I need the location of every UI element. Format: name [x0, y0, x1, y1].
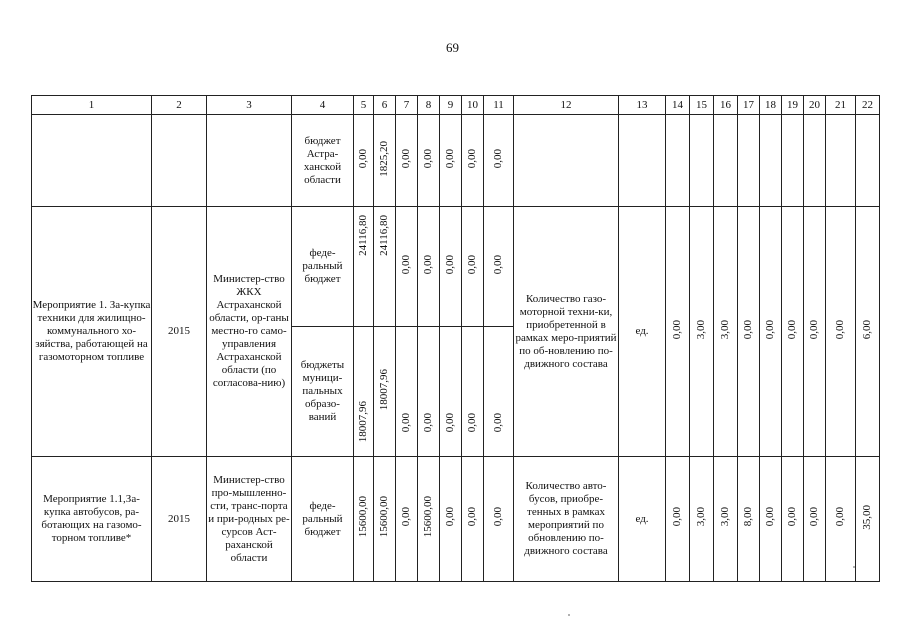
- value-cell: [418, 115, 440, 207]
- target-text: 0,00: [786, 319, 798, 340]
- value-text: 0,00: [492, 148, 504, 169]
- target-text: 0,00: [764, 319, 776, 340]
- col-header: 6: [374, 96, 396, 115]
- scan-speck: [853, 566, 855, 568]
- value-text: 1825,20: [378, 140, 390, 177]
- value-text: 0,00: [444, 412, 456, 432]
- col-header: 17: [738, 96, 760, 115]
- value-text: 0,00: [466, 507, 478, 527]
- col-header: 12: [514, 96, 619, 115]
- value-cell: [396, 457, 418, 582]
- value-text: 18007,96: [378, 368, 390, 411]
- value-text: 15600,00: [422, 496, 434, 538]
- col-header: 18: [760, 96, 782, 115]
- target-cell: [690, 457, 714, 582]
- value-text: 0,00: [444, 254, 456, 275]
- value-cell: [440, 207, 462, 327]
- target-text: 35,00: [861, 504, 873, 530]
- col-header: 7: [396, 96, 418, 115]
- value-text: 0,00: [400, 412, 412, 432]
- target-text: 0,00: [671, 507, 683, 527]
- target-cell: [804, 457, 826, 582]
- empty-cell: [826, 115, 856, 207]
- target-text: 0,00: [742, 319, 754, 340]
- value-cell: [484, 327, 514, 457]
- value-cell: [418, 457, 440, 582]
- col-header: 11: [484, 96, 514, 115]
- value-cell: [418, 327, 440, 457]
- target-cell: [690, 207, 714, 457]
- value-cell: [374, 207, 396, 327]
- header-row: [32, 96, 880, 115]
- value-cell: [418, 207, 440, 327]
- measure-name: Мероприятие 1. За-купка техники для жилищно-коммунального хо-зяйства, работающей на газомоторном топливе: [32, 207, 152, 457]
- target-text: 8,00: [742, 507, 754, 527]
- target-text: 0,00: [834, 319, 846, 340]
- funding-source: бюджеты муници-пальных образо-ваний: [292, 327, 354, 457]
- target-text: 0,00: [786, 507, 798, 527]
- value-text: 0,00: [400, 507, 412, 527]
- value-cell: [440, 327, 462, 457]
- empty-cell: [804, 115, 826, 207]
- value-cell: [374, 115, 396, 207]
- target-text: 6,00: [861, 319, 873, 340]
- value-text: 15600,00: [357, 496, 369, 538]
- table-row-measure-1-1: [32, 457, 880, 582]
- unit-cell: ед.: [619, 207, 666, 457]
- value-cell: [462, 457, 484, 582]
- col-header: 20: [804, 96, 826, 115]
- value-text: 0,00: [444, 507, 456, 527]
- value-text: 0,00: [466, 254, 478, 275]
- col-header: 13: [619, 96, 666, 115]
- value-text: 0,00: [400, 254, 412, 275]
- year-cell: 2015: [152, 207, 207, 457]
- value-text: 0,00: [444, 148, 456, 169]
- col-header: 2: [152, 96, 207, 115]
- empty-cell: [714, 115, 738, 207]
- funding-source: бюджет Астра-ханской области: [292, 115, 354, 207]
- value-cell: [462, 327, 484, 457]
- executor-cell: Министер-ство про-мышленно-сти, транс-порта и при-родных ре-сурсов Аст-раханской области: [207, 457, 292, 582]
- value-text: 0,00: [492, 254, 504, 275]
- empty-cell: [760, 115, 782, 207]
- target-cell: [782, 207, 804, 457]
- target-text: 3,00: [695, 319, 707, 340]
- col-header: 15: [690, 96, 714, 115]
- empty-cell: [32, 115, 152, 207]
- col-header: 19: [782, 96, 804, 115]
- value-text: 24116,80: [357, 215, 369, 256]
- target-cell: [714, 457, 738, 582]
- value-text: 15600,00: [378, 496, 390, 538]
- target-cell: [714, 207, 738, 457]
- target-text: 3,00: [719, 507, 731, 527]
- col-header: 5: [354, 96, 374, 115]
- value-cell: [354, 327, 374, 457]
- indicator-cell: Количество газо-моторной техни-ки, приобретенной в рамках меро-приятий по об-новлению по-движного состава: [514, 207, 619, 457]
- col-header: 4: [292, 96, 354, 115]
- target-cell: [856, 457, 880, 582]
- target-cell: [826, 457, 856, 582]
- value-cell: [374, 327, 396, 457]
- target-cell: [782, 457, 804, 582]
- value-cell: [440, 457, 462, 582]
- unit-cell: ед.: [619, 457, 666, 582]
- funding-source: феде-ральный бюджет: [292, 457, 354, 582]
- empty-cell: [782, 115, 804, 207]
- value-text: 0,00: [357, 148, 369, 169]
- empty-cell: [856, 115, 880, 207]
- target-text: 0,00: [834, 507, 846, 527]
- value-text: 0,00: [466, 412, 478, 432]
- empty-cell: [207, 115, 292, 207]
- value-text: 0,00: [422, 254, 434, 275]
- value-text: 0,00: [422, 148, 434, 169]
- target-cell: [738, 457, 760, 582]
- col-header: 1: [32, 96, 152, 115]
- target-cell: [760, 207, 782, 457]
- col-header: 9: [440, 96, 462, 115]
- target-cell: [760, 457, 782, 582]
- value-text: 0,00: [400, 148, 412, 169]
- year-cell: 2015: [152, 457, 207, 582]
- target-text: 0,00: [808, 507, 820, 527]
- value-text: 0,00: [466, 148, 478, 169]
- target-text: 0,00: [764, 507, 776, 527]
- value-cell: [440, 115, 462, 207]
- value-cell: [374, 457, 396, 582]
- value-cell: [484, 207, 514, 327]
- scan-speck: [568, 614, 570, 616]
- col-header: 16: [714, 96, 738, 115]
- col-header: 8: [418, 96, 440, 115]
- target-cell: [804, 207, 826, 457]
- value-text: 0,00: [422, 412, 434, 432]
- value-cell: [354, 115, 374, 207]
- target-text: 0,00: [808, 319, 820, 340]
- target-text: 3,00: [719, 319, 731, 340]
- target-cell: [666, 207, 690, 457]
- value-cell: [462, 207, 484, 327]
- col-header: 22: [856, 96, 880, 115]
- funding-source: феде-ральный бюджет: [292, 207, 354, 327]
- value-cell: [396, 327, 418, 457]
- empty-cell: [514, 115, 619, 207]
- target-cell: [826, 207, 856, 457]
- value-cell: [396, 207, 418, 327]
- target-cell: [856, 207, 880, 457]
- target-text: 0,00: [671, 319, 683, 340]
- empty-cell: [666, 115, 690, 207]
- col-header: 21: [826, 96, 856, 115]
- value-cell: [484, 115, 514, 207]
- table-row-measure-1-federal: [32, 207, 880, 327]
- table-row-regional-budget: [32, 115, 880, 207]
- value-text: 0,00: [492, 412, 504, 432]
- indicator-cell: Количество авто-бусов, приобре-тенных в рамках мероприятий по обновлению по-движного состава: [514, 457, 619, 582]
- empty-cell: [738, 115, 760, 207]
- measure-name: Мероприятие 1.1,За-купка автобусов, ра-ботающих на газомо-торном топливе*: [32, 457, 152, 582]
- empty-cell: [152, 115, 207, 207]
- value-cell: [354, 457, 374, 582]
- target-cell: [738, 207, 760, 457]
- value-cell: [462, 115, 484, 207]
- value-cell: [354, 207, 374, 327]
- value-text: 24116,80: [378, 215, 390, 256]
- executor-cell: Министер-ство ЖКХ Астраханской области, ор-ганы местно-го само-управления Астраханской области (по согласова-нию): [207, 207, 292, 457]
- empty-cell: [619, 115, 666, 207]
- target-cell: [666, 457, 690, 582]
- value-text: 0,00: [492, 507, 504, 527]
- empty-cell: [690, 115, 714, 207]
- value-cell: [484, 457, 514, 582]
- funding-table: [31, 95, 880, 582]
- col-header: 10: [462, 96, 484, 115]
- value-text: 18007,96: [357, 400, 369, 442]
- page-number: 69: [446, 40, 459, 55]
- col-header: 14: [666, 96, 690, 115]
- target-text: 3,00: [695, 507, 707, 527]
- col-header: 3: [207, 96, 292, 115]
- value-cell: [396, 115, 418, 207]
